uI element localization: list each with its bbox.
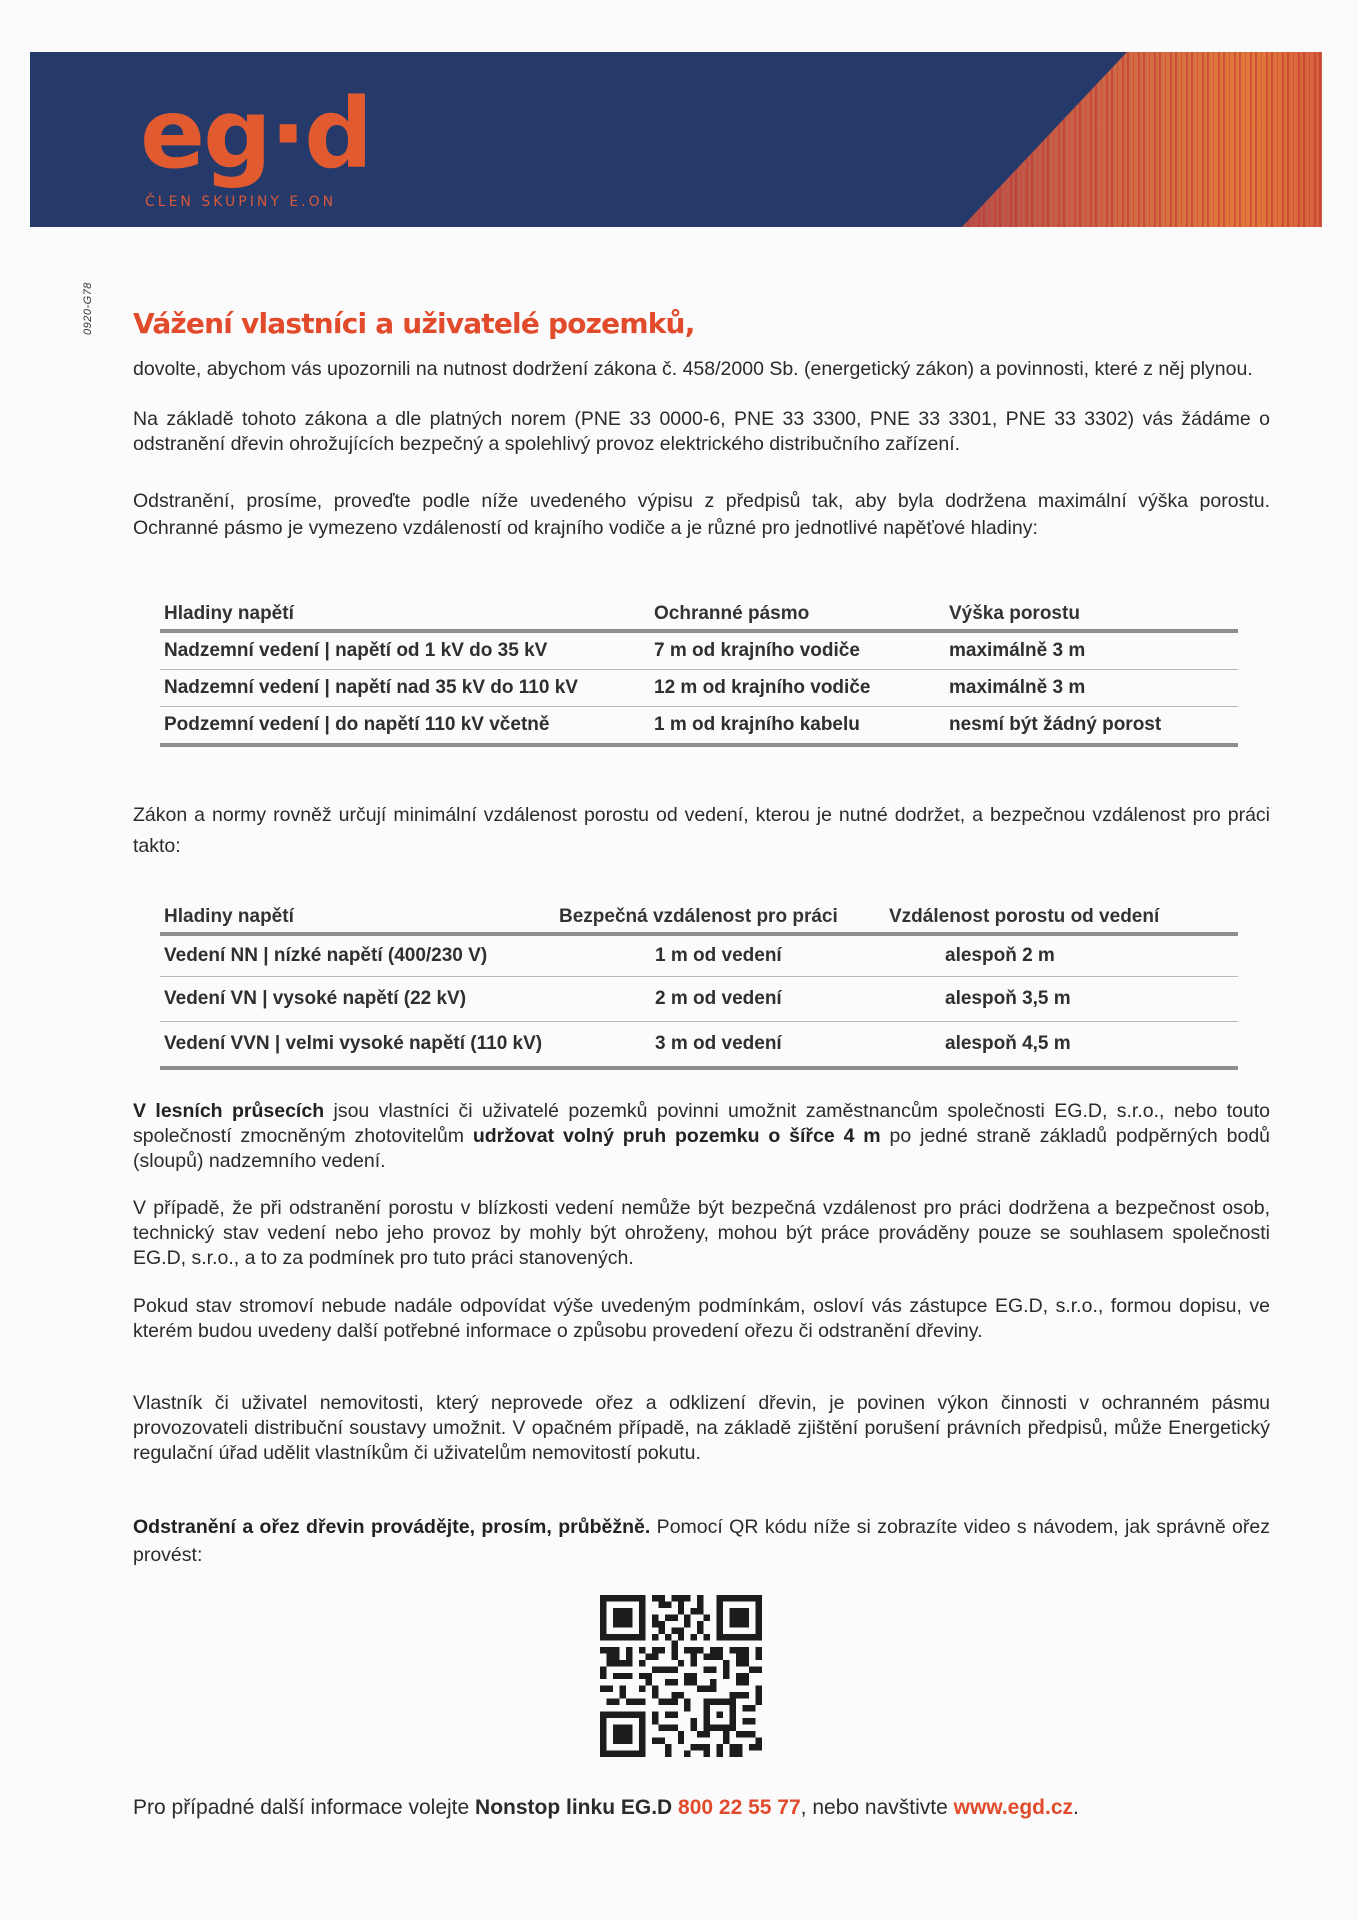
forest-paragraph <box>133 1099 1270 1174</box>
table-cell: maximálně 3 m <box>945 631 1238 670</box>
table-cell: Nadzemní vedení | napětí od 1 kV do 35 kV <box>160 631 650 670</box>
qr-code-icon[interactable] <box>600 1595 762 1757</box>
bold-text: udržovat volný pruh pozemku o šířce 4 m <box>472 1125 881 1147</box>
bold-text: Odstranění a ořez dřevin provádějte, prosím, průběžně. <box>133 1516 651 1538</box>
table-row <box>160 977 1238 1022</box>
table-cell: maximálně 3 m <box>945 670 1238 707</box>
table-cell: Nadzemní vedení | napětí nad 35 kV do 110 kV <box>160 670 650 707</box>
egd-logo: eg·d <box>140 78 372 190</box>
table-cell: 12 m od krajního vodiče <box>650 670 945 707</box>
table-cell: 7 m od krajního vodiče <box>650 631 945 670</box>
banner-stripe-graphic <box>962 52 1322 227</box>
intro-paragraph-3: Odstranění, prosíme, proveďte podle níže uvedeného výpisu z předpisů tak, aby byla dodržena maximální výška porostu. Ochranné pásmo je vymezeno vzdáleností od krajního vodiče a je různé pro jednotlivé napěťové hladiny: <box>133 490 1270 539</box>
hotline-label: Nonstop linku EG.D <box>475 1796 673 1819</box>
page-title: Vážení vlastníci a uživatelé pozemků, <box>133 307 695 340</box>
table-header-row <box>160 603 1238 631</box>
table-cell: 2 m od vedení <box>555 977 885 1022</box>
text: , nebo navštivte <box>800 1796 954 1819</box>
table-header-row <box>160 906 1238 934</box>
intro-paragraph-1: dovolte, abychom vás upozornili na nutnost dodržení zákona č. 458/2000 Sb. (energetický zákon) a povinnosti, které z něj plynou. <box>133 358 1253 380</box>
qr-intro-paragraph <box>133 1513 1270 1569</box>
text: Pomocí QR kódu níže si zobrazíte video s návodem, jak správně ořez provést: <box>133 1516 1270 1566</box>
trees-paragraph: Pokud stav stromoví nebude nadále odpovídat výše uvedeným podmínkám, osloví vás zástupce EG.D, s.r.o., formou dopisu, ve kterém budou uvedeny další potřebné informace o způsobu provedení ořezu či odstranění dřeviny. <box>133 1295 1270 1342</box>
text: jsou vlastníci či uživatelé pozemků povinni umožnit zaměstnancům společnosti EG.D, s.r.o., nebo touto společností zmocněným zhotovitelům <box>133 1100 1270 1147</box>
column-header: Hladiny napětí <box>164 906 294 927</box>
document-code: 0920-G78 <box>82 282 94 335</box>
bold-text: V lesních průsecích <box>133 1100 325 1122</box>
column-header: Výška porostu <box>949 603 1080 624</box>
table-row <box>160 670 1238 707</box>
logo-subtitle: ČLEN SKUPINY E.ON <box>145 194 337 210</box>
owner-paragraph: Vlastník či uživatel nemovitosti, který neprovede ořez a odklizení dřevin, je povinen výkon činnosti v ochranném pásmu provozovateli distribuční soustavy umožnit. V opačném případě, na základě zjištění porušení právních předpisů, může Energetický regulační úřad udělit vlastníkům či uživatelům nemovitostí pokutu. <box>133 1392 1270 1464</box>
table-cell: nesmí být žádný porost <box>945 707 1238 746</box>
website-link[interactable]: www.egd.cz <box>953 1796 1074 1819</box>
table-cell: alespoň 2 m <box>885 934 1238 977</box>
table-cell: Vedení VN | vysoké napětí (22 kV) <box>160 977 555 1022</box>
text: Pro případné další informace volejte <box>133 1796 476 1819</box>
table-cell: alespoň 4,5 m <box>885 1022 1238 1069</box>
table-cell: 1 m od krajního kabelu <box>650 707 945 746</box>
table-cell: Vedení VVN | velmi vysoké napětí (110 kV) <box>160 1022 555 1069</box>
protection-zone-table <box>160 603 1238 747</box>
text: po jedné straně základů podpěrných bodů (sloupů) nadzemního vedení. <box>133 1125 1271 1172</box>
table-cell: Podzemní vedení | do napětí 110 kV včetně <box>160 707 650 746</box>
footer-contact <box>133 1796 1079 1820</box>
table-cell: Vedení NN | nízké napětí (400/230 V) <box>160 934 555 977</box>
table-row <box>160 934 1238 977</box>
column-header: Vzdálenost porostu od vedení <box>889 906 1160 927</box>
table-row <box>160 707 1238 746</box>
column-header: Hladiny napětí <box>164 603 294 624</box>
column-header: Ochranné pásmo <box>654 603 810 624</box>
table-row <box>160 1022 1238 1069</box>
safe-distance-table <box>160 906 1238 1070</box>
column-header: Bezpečná vzdálenost pro práci <box>559 906 838 927</box>
table-cell: 3 m od vedení <box>555 1022 885 1069</box>
table-cell: 1 m od vedení <box>555 934 885 977</box>
norms-paragraph: Zákon a normy rovněž určují minimální vzdálenost porostu od vedení, kterou je nutné dodržet, a bezpečnou vzdálenost pro práci takto: <box>133 804 1270 857</box>
table-cell: alespoň 3,5 m <box>885 977 1238 1022</box>
phone-number-link[interactable]: 800 22 55 77 <box>678 1796 801 1819</box>
text: . <box>1073 1796 1079 1819</box>
intro-paragraph-2: Na základě tohoto zákona a dle platných norem (PNE 33 0000-6, PNE 33 3300, PNE 33 3301, PNE 33 3302) vás žádáme o odstranění dřevin ohrožujících bezpečný a spolehlivý provoz elektrického distribučního zařízení. <box>133 408 1270 455</box>
table-row <box>160 631 1238 670</box>
safety-paragraph: V případě, že při odstranění porostu v blízkosti vedení nemůže být bezpečná vzdálenost pro práci dodržena a bezpečnost osob, technický stav vedení nebo jeho provoz by mohly být ohroženy, mohou být práce prováděny pouze se souhlasem společnosti EG.D, s.r.o., a to za podmínek pro tuto práci stanovených. <box>133 1197 1270 1269</box>
header-banner <box>30 52 1322 227</box>
